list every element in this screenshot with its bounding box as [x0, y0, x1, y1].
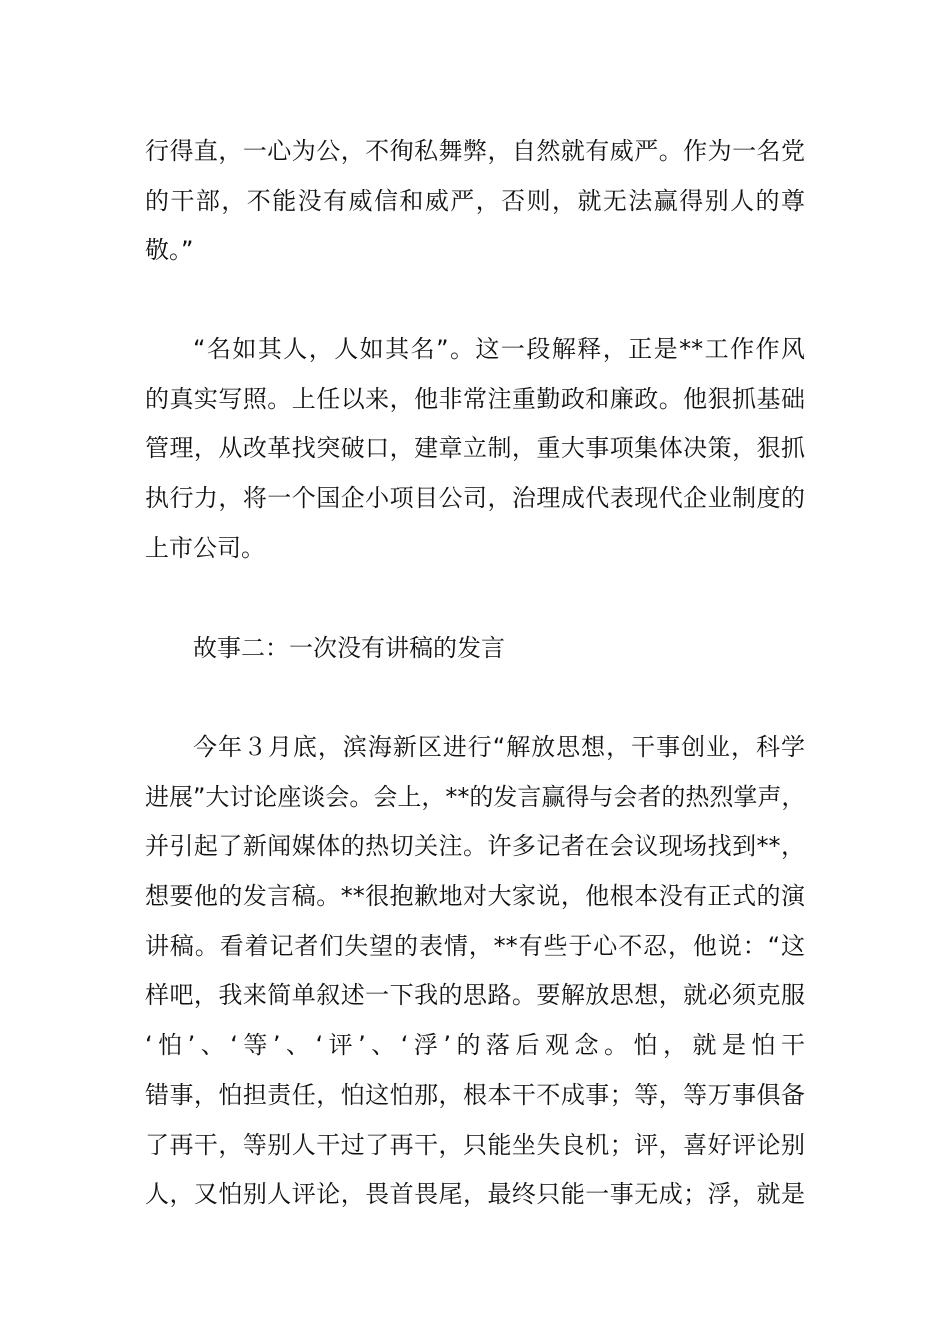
paragraph-line: ‘怕’、‘等’、‘评’、‘浮’的落后观念。怕，就是怕干 — [145, 1031, 805, 1060]
paragraph-line: “名如其人，人如其名”。这一段解释，正是**工作作风 — [193, 335, 805, 363]
paragraph-line: 样吧，我来简单叙述一下我的思路。要解放思想，就必须克服 — [145, 981, 805, 1010]
section-heading — [145, 624, 805, 674]
paragraph-2 — [145, 325, 805, 573]
paragraph-line: 执行力，将一个国企小项目公司，治理成代表现代企业制度的 — [145, 484, 805, 513]
paragraph-line: 管理，从改革找突破口，建章立制，重大事项集体决策，狠抓 — [145, 434, 805, 463]
paragraph-line: 了再干，等别人干过了再干，只能坐失良机；评，喜好评论别 — [145, 1130, 805, 1159]
section-heading-text: 故事二：一次没有讲稿的发言 — [193, 634, 505, 662]
paragraph-line: 的真实写照。上任以来，他非常注重勤政和廉政。他狠抓基础 — [145, 384, 805, 413]
paragraph-line: 进展”大讨论座谈会。会上，**的发言赢得与会者的热烈掌声， — [145, 782, 806, 811]
paragraph-line: 上市公司。 — [145, 533, 265, 562]
paragraph-line: 错事，怕担责任，怕这怕那，根本干不成事；等，等万事俱备 — [145, 1080, 805, 1109]
paragraph-line: 敬。” — [145, 236, 194, 265]
paragraph-line: 人，又怕别人评论，畏首畏尾，最终只能一事无成；浮，就是 — [145, 1180, 805, 1209]
paragraph-1 — [145, 127, 805, 276]
paragraph-line: 想要他的发言稿。**很抱歉地对大家说，他根本没有正式的演 — [145, 882, 805, 911]
paragraph-4 — [145, 723, 805, 1220]
paragraph-line: 讲稿。看着记者们失望的表情，**有些于心不忍，他说：“这 — [145, 931, 805, 960]
paragraph-line: 并引起了新闻媒体的热切关注。许多记者在会议现场找到**， — [145, 832, 805, 861]
paragraph-line: 今年３月底，滨海新区进行“解放思想，干事创业，科学 — [193, 733, 805, 761]
paragraph-line: 的干部，不能没有威信和威严，否则，就无法赢得别人的尊 — [145, 186, 805, 215]
paragraph-line: 行得直，一心为公，不徇私舞弊，自然就有威严。作为一名党 — [145, 137, 805, 165]
